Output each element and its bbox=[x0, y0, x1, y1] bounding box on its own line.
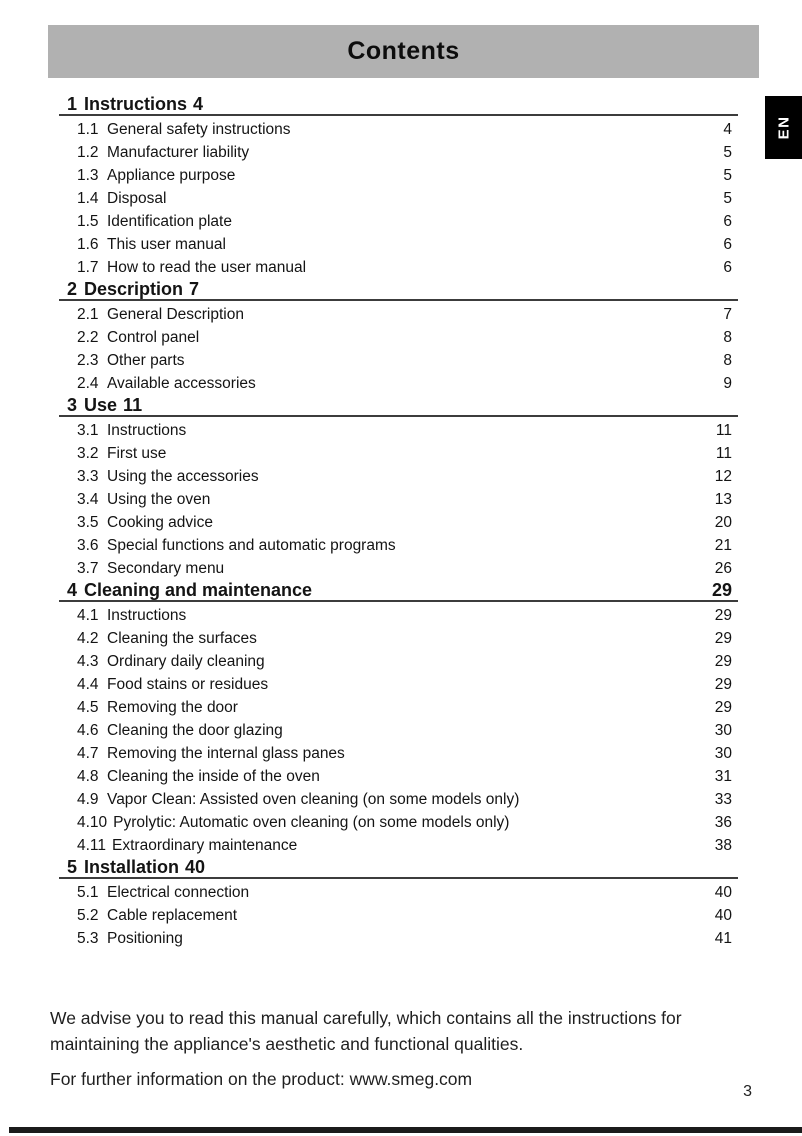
entry-title: Secondary menu bbox=[107, 559, 225, 577]
section-title: Instructions bbox=[84, 94, 188, 114]
toc-entry bbox=[59, 696, 738, 719]
entry-number: 3.7 bbox=[77, 559, 99, 577]
entry-title: Instructions bbox=[107, 421, 187, 439]
entry-page: 11 bbox=[715, 421, 732, 439]
section-page: 40 bbox=[185, 857, 206, 877]
entry-title: Identification plate bbox=[107, 212, 232, 230]
toc-entry bbox=[59, 627, 738, 650]
entry-number: 5.1 bbox=[77, 883, 99, 901]
entry-title: Extraordinary maintenance bbox=[112, 836, 298, 854]
entry-page: 26 bbox=[714, 559, 732, 577]
footer-note bbox=[50, 1005, 715, 1092]
toc-entry bbox=[59, 210, 738, 233]
language-tab bbox=[765, 96, 802, 159]
entry-page: 6 bbox=[723, 258, 732, 276]
entry-number: 1.6 bbox=[77, 235, 99, 253]
toc-entry bbox=[59, 256, 738, 279]
entry-title: Using the accessories bbox=[107, 467, 259, 485]
entry-page: 12 bbox=[714, 467, 732, 485]
toc-section-heading bbox=[59, 580, 738, 602]
toc-entry bbox=[59, 881, 738, 904]
footer-info-line: For further information on the product: www.smeg.com bbox=[50, 1069, 473, 1089]
entry-number: 4.7 bbox=[77, 744, 99, 762]
section-page: 4 bbox=[193, 94, 204, 114]
entry-page: 6 bbox=[723, 212, 732, 230]
entry-title: Using the oven bbox=[107, 490, 211, 508]
entry-title: Control panel bbox=[107, 328, 200, 346]
footer-note-line: We advise you to read this manual carefully, which contains all the instructions for bbox=[50, 1008, 682, 1028]
section-number: 5 bbox=[67, 857, 78, 877]
entry-title: Manufacturer liability bbox=[107, 143, 250, 161]
entry-title: Pyrolytic: Automatic oven cleaning (on some models only) bbox=[113, 813, 510, 831]
toc-entry bbox=[59, 650, 738, 673]
entry-number: 3.3 bbox=[77, 467, 99, 485]
toc-entry bbox=[59, 557, 738, 580]
entry-title: How to read the user manual bbox=[107, 258, 307, 276]
entry-number: 3.6 bbox=[77, 536, 99, 554]
entry-number: 1.5 bbox=[77, 212, 99, 230]
entry-number: 2.3 bbox=[77, 351, 99, 369]
entry-number: 3.5 bbox=[77, 513, 99, 531]
entry-page: 9 bbox=[723, 374, 732, 392]
toc-entry bbox=[59, 326, 738, 349]
toc-section bbox=[59, 279, 738, 395]
toc-entry bbox=[59, 534, 738, 557]
entry-number: 2.1 bbox=[77, 305, 99, 323]
toc-entry bbox=[59, 141, 738, 164]
toc-entry bbox=[59, 834, 738, 857]
section-title: Cleaning and maintenance bbox=[84, 580, 313, 600]
toc-entry bbox=[59, 511, 738, 534]
bottom-bar bbox=[9, 1127, 802, 1133]
toc-entry bbox=[59, 465, 738, 488]
toc-entry bbox=[59, 742, 738, 765]
entry-page: 40 bbox=[714, 883, 732, 901]
entry-title: Cleaning the inside of the oven bbox=[107, 767, 320, 785]
entry-page: 13 bbox=[714, 490, 732, 508]
entry-title: General safety instructions bbox=[107, 120, 291, 138]
toc-entry bbox=[59, 187, 738, 210]
toc-entry bbox=[59, 811, 738, 834]
footer-note-line: maintaining the appliance's aesthetic and functional qualities. bbox=[50, 1034, 524, 1054]
toc-entry bbox=[59, 118, 738, 141]
entry-page: 21 bbox=[714, 536, 732, 554]
entry-number: 3.1 bbox=[77, 421, 99, 439]
entry-number: 4.3 bbox=[77, 652, 99, 670]
entry-page: 33 bbox=[714, 790, 732, 808]
entry-page: 5 bbox=[723, 166, 732, 184]
entry-page: 29 bbox=[714, 698, 732, 716]
entry-number: 5.2 bbox=[77, 906, 99, 924]
toc-entry bbox=[59, 788, 738, 811]
toc-entry bbox=[59, 349, 738, 372]
entry-title: Appliance purpose bbox=[107, 166, 236, 184]
section-page: 29 bbox=[711, 580, 732, 600]
entry-number: 4.5 bbox=[77, 698, 99, 716]
section-number: 2 bbox=[67, 279, 78, 299]
entry-number: 1.3 bbox=[77, 166, 99, 184]
toc-section-heading bbox=[59, 395, 738, 417]
toc-section bbox=[59, 857, 738, 950]
entry-page: 36 bbox=[714, 813, 732, 831]
entry-number: 1.4 bbox=[77, 189, 99, 207]
entry-page: 11 bbox=[715, 444, 732, 462]
toc-entry bbox=[59, 673, 738, 696]
entry-page: 38 bbox=[714, 836, 732, 854]
entry-page: 30 bbox=[714, 744, 732, 762]
language-tab-label: EN bbox=[775, 115, 792, 140]
entry-page: 6 bbox=[723, 235, 732, 253]
entry-number: 2.4 bbox=[77, 374, 99, 392]
toc-entry bbox=[59, 604, 738, 627]
entry-page: 30 bbox=[714, 721, 732, 739]
entry-page: 29 bbox=[714, 652, 732, 670]
entry-page: 4 bbox=[723, 120, 732, 138]
entry-title: Cable replacement bbox=[107, 906, 238, 924]
toc-entry bbox=[59, 164, 738, 187]
toc-entry bbox=[59, 372, 738, 395]
entry-title: General Description bbox=[107, 305, 244, 323]
entry-title: Cleaning the door glazing bbox=[107, 721, 283, 739]
entry-title: Instructions bbox=[107, 606, 187, 624]
section-title: Installation bbox=[84, 857, 180, 877]
toc-entry bbox=[59, 765, 738, 788]
toc-section bbox=[59, 395, 738, 580]
entry-title: Removing the door bbox=[107, 698, 238, 716]
entry-title: Positioning bbox=[107, 929, 183, 947]
entry-title: Removing the internal glass panes bbox=[107, 744, 345, 762]
entry-number: 4.9 bbox=[77, 790, 99, 808]
section-page: 7 bbox=[189, 279, 200, 299]
entry-title: Disposal bbox=[107, 189, 167, 207]
page-header bbox=[48, 25, 759, 78]
entry-number: 1.7 bbox=[77, 258, 99, 276]
entry-page: 8 bbox=[723, 351, 732, 369]
entry-title: Available accessories bbox=[107, 374, 256, 392]
entry-page: 29 bbox=[714, 629, 732, 647]
entry-number: 4.6 bbox=[77, 721, 99, 739]
section-number: 4 bbox=[67, 580, 78, 600]
entry-page: 7 bbox=[723, 305, 732, 323]
entry-page: 40 bbox=[714, 906, 732, 924]
entry-title: This user manual bbox=[107, 235, 226, 253]
entry-page: 20 bbox=[714, 513, 732, 531]
section-title: Use bbox=[84, 395, 118, 415]
entry-number: 1.1 bbox=[77, 120, 99, 138]
entry-number: 1.2 bbox=[77, 143, 99, 161]
section-number: 1 bbox=[67, 94, 78, 114]
entry-page: 8 bbox=[723, 328, 732, 346]
entry-number: 4.11 bbox=[77, 836, 107, 854]
table-of-contents bbox=[59, 94, 738, 950]
page-title: Contents bbox=[347, 37, 460, 65]
entry-number: 4.8 bbox=[77, 767, 99, 785]
entry-number: 3.2 bbox=[77, 444, 99, 462]
entry-number: 3.4 bbox=[77, 490, 99, 508]
entry-number: 4.10 bbox=[77, 813, 108, 831]
toc-section-heading bbox=[59, 857, 738, 879]
entry-page: 41 bbox=[714, 929, 732, 947]
toc-section bbox=[59, 94, 738, 279]
entry-title: Vapor Clean: Assisted oven cleaning (on some models only) bbox=[107, 790, 520, 808]
entry-title: Other parts bbox=[107, 351, 185, 369]
section-title: Description bbox=[84, 279, 184, 299]
toc-entry bbox=[59, 927, 738, 950]
section-page: 11 bbox=[123, 395, 143, 415]
toc-entry bbox=[59, 904, 738, 927]
toc-entry bbox=[59, 303, 738, 326]
entry-title: Electrical connection bbox=[107, 883, 250, 901]
toc-entry bbox=[59, 719, 738, 742]
toc-section-heading bbox=[59, 279, 738, 301]
entry-page: 31 bbox=[714, 767, 732, 785]
entry-number: 4.2 bbox=[77, 629, 99, 647]
entry-page: 5 bbox=[723, 143, 732, 161]
entry-page: 29 bbox=[714, 606, 732, 624]
entry-number: 4.1 bbox=[77, 606, 99, 624]
toc-section-heading bbox=[59, 94, 738, 116]
toc-section bbox=[59, 580, 738, 857]
entry-page: 5 bbox=[723, 189, 732, 207]
toc-entry bbox=[59, 233, 738, 256]
entry-title: First use bbox=[107, 444, 167, 462]
page-number: 3 bbox=[743, 1083, 752, 1100]
entry-title: Cooking advice bbox=[107, 513, 213, 531]
entry-page: 29 bbox=[714, 675, 732, 693]
entry-number: 5.3 bbox=[77, 929, 99, 947]
toc-entry bbox=[59, 442, 738, 465]
toc-entry bbox=[59, 488, 738, 511]
section-number: 3 bbox=[67, 395, 78, 415]
entry-number: 2.2 bbox=[77, 328, 99, 346]
entry-title: Cleaning the surfaces bbox=[107, 629, 257, 647]
entry-title: Ordinary daily cleaning bbox=[107, 652, 265, 670]
entry-title: Food stains or residues bbox=[107, 675, 269, 693]
toc-entry bbox=[59, 419, 738, 442]
entry-number: 4.4 bbox=[77, 675, 99, 693]
entry-title: Special functions and automatic programs bbox=[107, 536, 396, 554]
